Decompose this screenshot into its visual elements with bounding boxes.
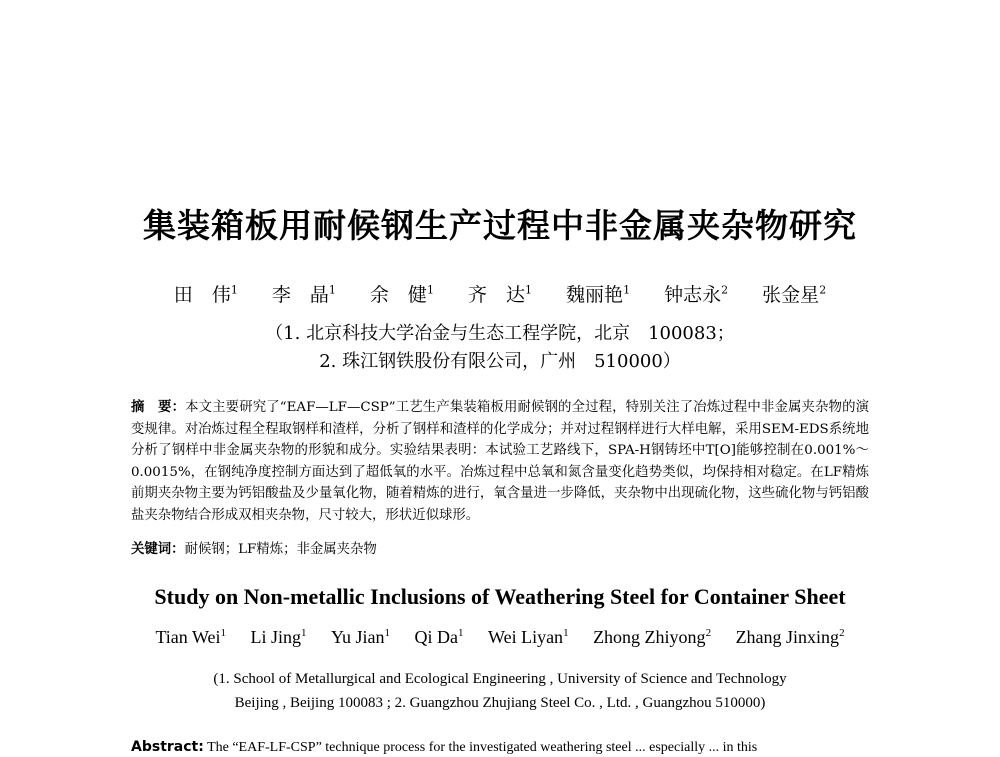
chinese-author: 李 晶$^1$ (271, 283, 336, 306)
english-affiliation-line: Beijing , Beijing 100083 ; 2. Guangzhou Zhujiang Steel Co. , Ltd. , Guangzhou 510000) (234, 695, 766, 711)
english-author: Yu Jian$^1$ (331, 627, 391, 647)
abstract-text: 本文主要研究了“EAF—LF—CSP”工艺生产集装箱板用耐候钢的全过程，特别关注了冶炼过程中非金属夹杂物的演变规律。对冶炼过程全程取钢样和渣样，分析了钢样和渣样的化学成分；并对过程钢样进行大样电解，采用SEM-EDS系统地分析了钢样中非金属夹杂物的形貌和成分。实验结果表明：本试验工艺路线下，SPA-H钢铸坯中T[O]能够控制在0.001%～0.0015%，在钢纯净度控制方面达到了超低氧的水平。冶炼过程中总氧和氮含量变化趋势类似，均保持相对稳定。在LF精炼前期夹杂物主要为钙铝酸盐及少量氧化物，随着精炼的进行，氧含量进一步降低，夹杂物中出现硫化物，这些硫化物与钙铝酸盐夹杂物结合形成双相夹杂物，尺寸较大，形状近似球形。 (131, 400, 869, 523)
chinese-author: 张金星$^2$ (762, 283, 827, 306)
chinese-author: 田 伟$^1$ (173, 283, 238, 306)
keywords-label: 关键词： (131, 542, 185, 557)
english-author: Zhang Jinxing$^2$ (735, 627, 845, 647)
english-author: Wei Liyan$^1$ (488, 627, 569, 647)
chinese-keywords (131, 540, 869, 560)
chinese-author: 余 健$^1$ (369, 283, 434, 306)
english-affiliations (0, 667, 1000, 715)
chinese-title: 集装箱板用耐候钢生产过程中非金属夹杂物研究 (143, 206, 857, 245)
chinese-author: 齐 达$^1$ (467, 283, 532, 306)
english-author: Tian Wei$^1$ (155, 627, 227, 647)
chinese-authors (0, 280, 1000, 307)
english-author: Li Jing$^1$ (250, 627, 307, 647)
english-author: Zhong Zhiyong$^2$ (593, 627, 712, 647)
chinese-author: 魏丽艳$^1$ (566, 283, 631, 306)
english-author: Qi Da$^1$ (414, 627, 464, 647)
chinese-affiliation-line: 2. 珠江钢铁股份有限公司，广州 510000） (319, 351, 681, 372)
english-title: Study on Non-metallic Inclusions of Weathering Steel for Container Sheet (154, 584, 846, 609)
abstract-label: 摘 要： (131, 400, 186, 415)
chinese-affiliations (0, 320, 1000, 376)
chinese-affiliation-line: （1. 北京科技大学冶金与生态工程学院，北京 100083； (265, 323, 735, 344)
keywords-text: 耐候钢；LF精炼；非金属夹杂物 (184, 542, 377, 557)
chinese-author: 钟志永$^2$ (664, 283, 729, 306)
abstract-text: The “EAF-LF-CSP” technique process for the investigated weathering steel ... especially ... in this (207, 740, 758, 755)
english-affiliation-line: (1. School of Metallurgical and Ecological Engineering , University of Science and Technology (213, 671, 787, 687)
abstract-label: Abstract: (131, 739, 204, 755)
english-authors (0, 627, 1000, 648)
chinese-abstract (131, 397, 869, 526)
